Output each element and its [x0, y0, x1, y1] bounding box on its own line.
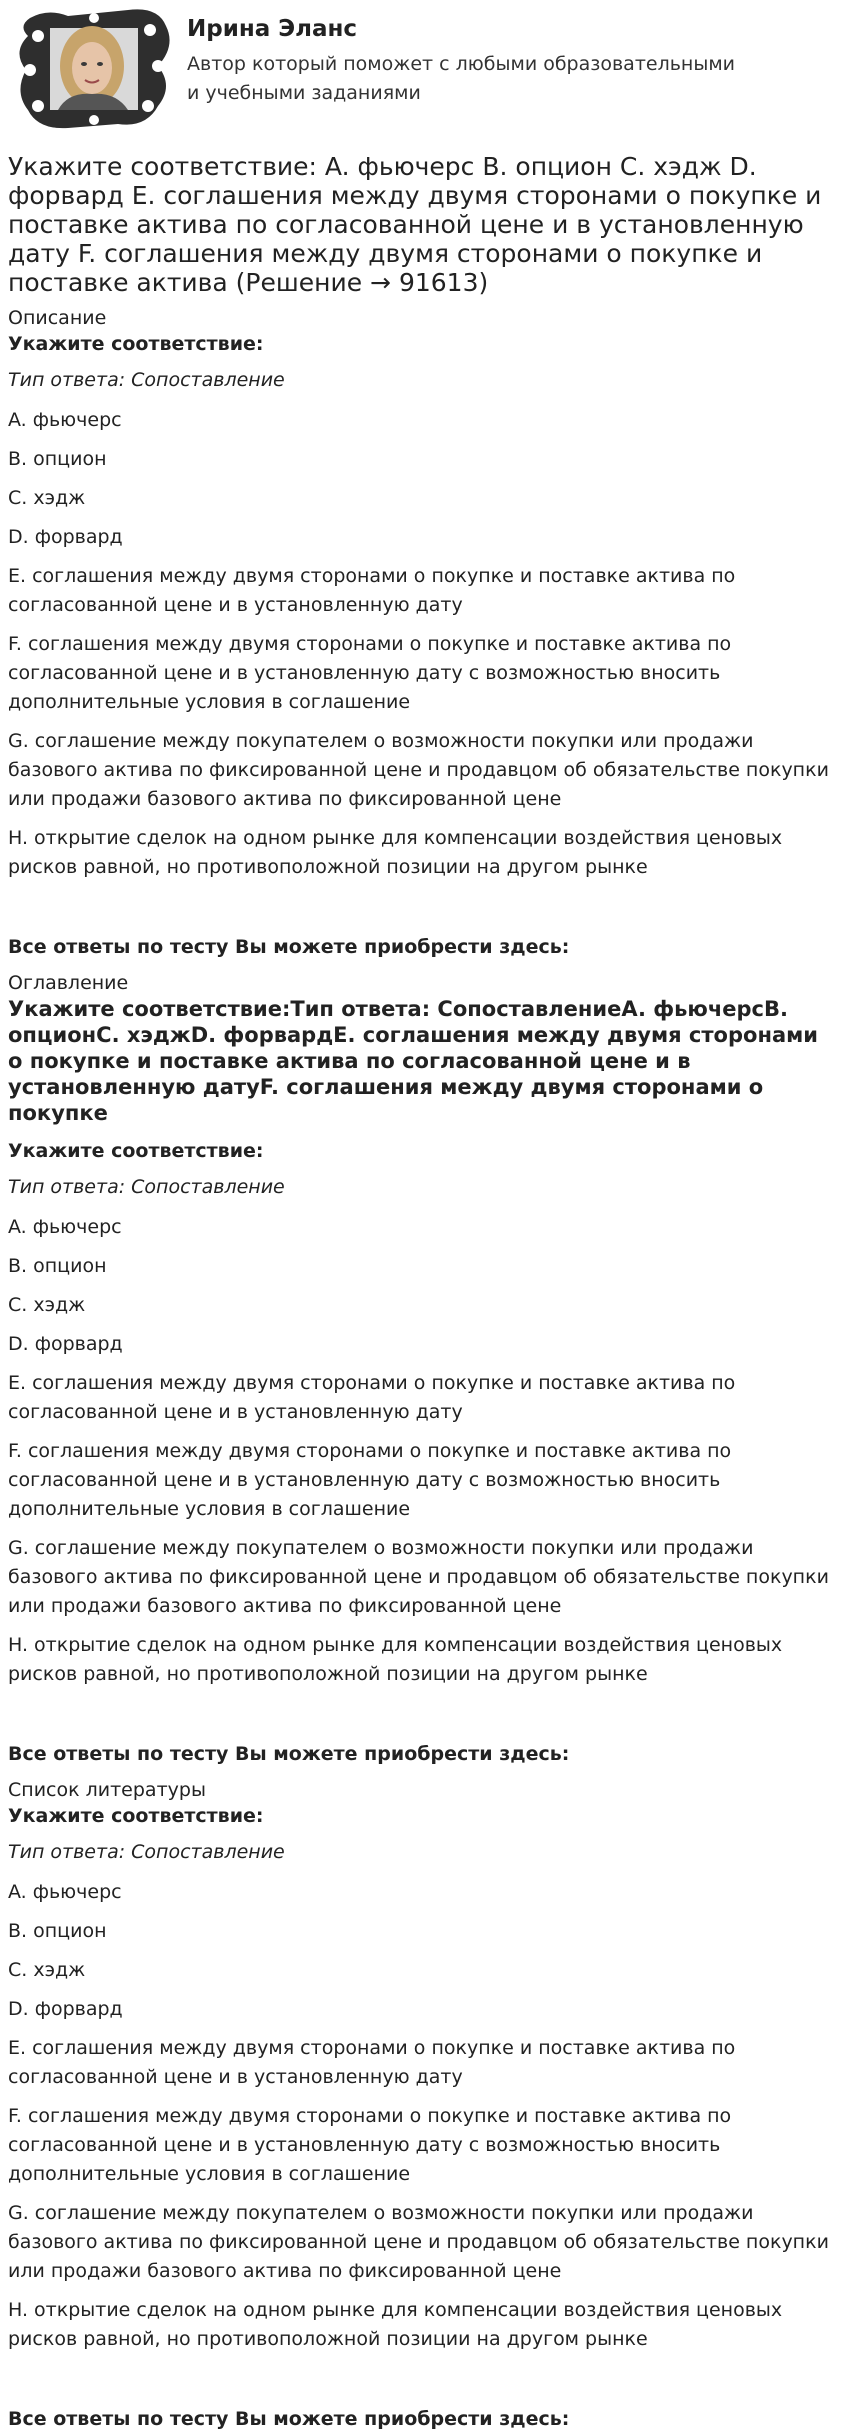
question-text: Укажите соответствие: — [8, 1805, 264, 1827]
section-label-toc: Оглавление — [8, 972, 129, 994]
option-item: A. фьючерс — [8, 1216, 122, 1238]
buy-all-answers-text: Все ответы по тесту Вы можете приобрести здесь: — [8, 1743, 570, 1765]
author-description: Автор который поможет с любыми образовательными и учебными заданиями — [187, 53, 736, 104]
answer-type: Тип ответа: Сопоставление — [8, 1176, 285, 1198]
option-item: D. форвард — [8, 1998, 123, 2020]
answer-type: Тип ответа: Сопоставление — [8, 1841, 285, 1863]
buy-all-answers-text: Все ответы по тесту Вы можете приобрести здесь: — [8, 2408, 570, 2430]
option-item: H. открытие сделок на одном рынке для компенсации воздействия ценовых рисков равной, но противоположной позиции на другом рынке — [8, 2299, 783, 2350]
option-item: B. опцион — [8, 1920, 107, 1942]
option-item: D. форвард — [8, 526, 123, 548]
page-title: Укажите соответствие: A. фьючерс B. опцион C. хэдж D. форвард E. соглашения между двумя сторонами о покупке и поставке актива по согласованной цене и в установленную дату F. соглашения между двумя сторонами о покупке и поставке актива (Решение → 91613) — [8, 152, 822, 297]
option-item: A. фьючерс — [8, 1881, 122, 1903]
question-text: Укажите соответствие: — [8, 1140, 264, 1162]
option-item: E. соглашения между двумя сторонами о покупке и поставке актива по согласованной цене и в установленную дату — [8, 2037, 736, 2088]
option-item: F. соглашения между двумя сторонами о покупке и поставке актива по согласованной цене и в установленную дату с возможностью вносить дополнительные условия в соглашение — [8, 633, 732, 713]
author-name[interactable]: Ирина Эланс — [187, 16, 358, 42]
avatar-film-frame-icon — [8, 6, 178, 131]
literature-section — [8, 1777, 839, 2432]
option-item: E. соглашения между двумя сторонами о покупке и поставке актива по согласованной цене и в установленную дату — [8, 1372, 736, 1423]
option-item: C. хэдж — [8, 1959, 86, 1981]
option-item: D. форвард — [8, 1333, 123, 1355]
option-item: H. открытие сделок на одном рынке для компенсации воздействия ценовых рисков равной, но противоположной позиции на другом рынке — [8, 827, 783, 878]
option-item: B. опцион — [8, 448, 107, 470]
section-label-description: Описание — [8, 307, 107, 329]
option-item: G. соглашение между покупателем о возможности покупки или продажи базового актива по фиксированной цене и продавцом об обязательстве покупки или продажи базового актива по фиксированной цене — [8, 1537, 829, 1617]
option-item: B. опцион — [8, 1255, 107, 1277]
option-item: H. открытие сделок на одном рынке для компенсации воздействия ценовых рисков равной, но противоположной позиции на другом рынке — [8, 1634, 783, 1685]
option-item: G. соглашение между покупателем о возможности покупки или продажи базового актива по фиксированной цене и продавцом об обязательстве покупки или продажи базового актива по фиксированной цене — [8, 730, 829, 810]
option-item: C. хэдж — [8, 1294, 86, 1316]
option-item: F. соглашения между двумя сторонами о покупке и поставке актива по согласованной цене и в установленную дату с возможностью вносить дополнительные условия в соглашение — [8, 1440, 732, 1520]
option-item: C. хэдж — [8, 487, 86, 509]
question-text: Укажите соответствие: — [8, 333, 264, 355]
toc-heading: Укажите соответствие:Тип ответа: СопоставлениеA. фьючерсB. опционC. хэджD. форвардE. соглашения между двумя сторонами о покупке и поставке актива по согласованной цене и в установленную датуF. соглашения между двумя сторонами о покупке — [8, 997, 818, 1125]
answer-type: Тип ответа: Сопоставление — [8, 369, 285, 391]
option-item: G. соглашение между покупателем о возможности покупки или продажи базового актива по фиксированной цене и продавцом об обязательстве покупки или продажи базового актива по фиксированной цене — [8, 2202, 829, 2282]
section-label-literature: Список литературы — [8, 1779, 206, 1801]
option-item: E. соглашения между двумя сторонами о покупке и поставке актива по согласованной цене и в установленную дату — [8, 565, 736, 616]
avatar[interactable] — [8, 6, 183, 131]
author-card — [8, 0, 839, 140]
toc-section — [8, 970, 839, 1767]
buy-all-answers-text: Все ответы по тесту Вы можете приобрести здесь: — [8, 936, 570, 958]
description-section — [8, 305, 839, 960]
option-item: F. соглашения между двумя сторонами о покупке и поставке актива по согласованной цене и в установленную дату с возможностью вносить дополнительные условия в соглашение — [8, 2105, 732, 2185]
option-item: A. фьючерс — [8, 409, 122, 431]
